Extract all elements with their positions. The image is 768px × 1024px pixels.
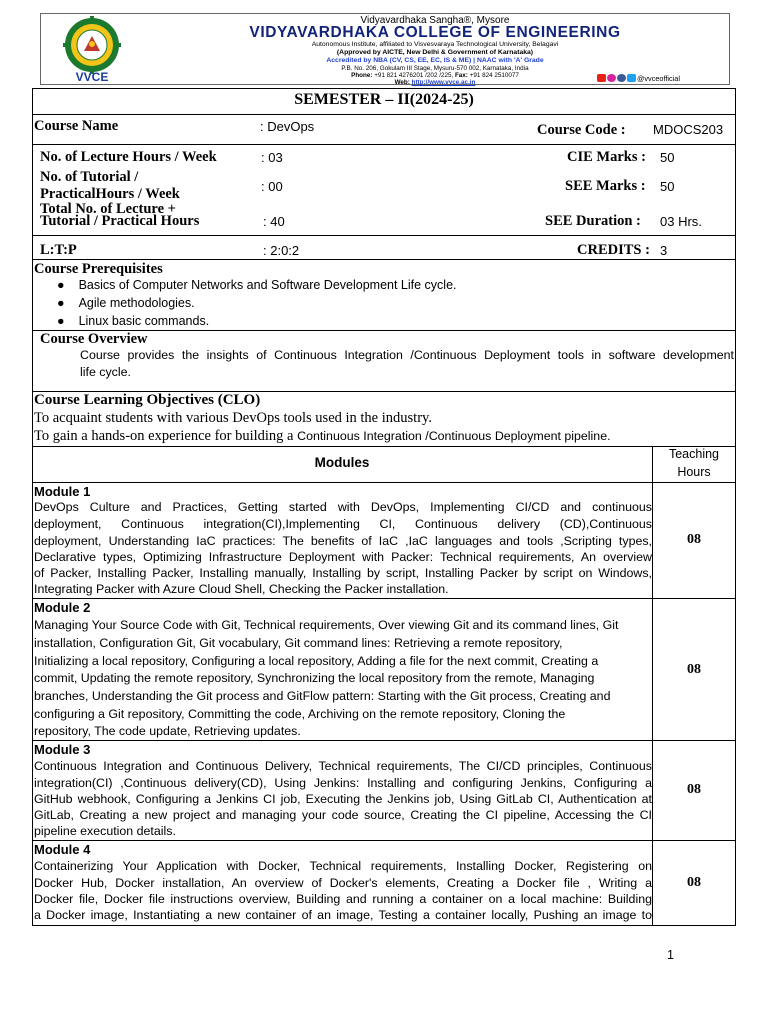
logo-text: VVCE <box>75 70 109 83</box>
module-line: Docker file, Docker file instructions overview, Building and running a container on a local machine: Building <box>34 892 652 906</box>
clo-item: To acquaint students with various DevOps tools used in the industry. <box>34 410 432 426</box>
list-item: ● Basics of Computer Networks and Software Development Life cycle. <box>57 278 457 292</box>
twitter-icon[interactable] <box>627 74 636 82</box>
table-border-bottom <box>32 925 736 926</box>
row-divider <box>32 446 736 447</box>
module-title: Module 2 <box>34 600 91 615</box>
clo-item: To gain a hands-on experience for building a Continuous Integration /Continuous Deployment pipeline. <box>34 428 611 444</box>
list-item: ● Agile methodologies. <box>57 296 195 310</box>
bullet-icon: ● <box>57 278 65 292</box>
row-divider <box>32 144 736 145</box>
cie-marks-label: CIE Marks : <box>567 149 646 165</box>
row-divider <box>32 259 736 260</box>
row-divider <box>32 840 736 841</box>
ltp-value: : 2:0:2 <box>263 243 300 258</box>
module-line: GitLab, Creating a new project and managing your code source, Creating the CI pipeline, Accessing the CI <box>34 808 652 822</box>
clo-title: Course Learning Objectives (CLO) <box>34 392 261 408</box>
fax-number: +91 824 2510077 <box>469 72 519 79</box>
phone-label: Phone: <box>351 72 373 79</box>
bullet-icon: ● <box>57 314 65 328</box>
hours-column-divider <box>652 446 653 925</box>
module-line: Integrating Packer with Azure Cloud Shell, Checking the Packer installation. <box>34 582 449 596</box>
module-line: Managing Your Source Code with Git, Technical requirements, Over viewing Git and its command lines, Git <box>34 618 619 632</box>
module-line: DevOps Culture and Practices, Getting started with DevOps, Implementing CI/CD and continuous <box>34 500 652 514</box>
module-title: Module 1 <box>34 484 91 499</box>
row-divider <box>32 114 736 115</box>
semester-title: SEMESTER – II(2024-25) <box>294 91 474 108</box>
cie-marks-value: 50 <box>660 150 675 165</box>
phone-number: +91 821 4276201 /202 /225, <box>374 72 454 79</box>
module-line: Continuous Integration and Continuous Delivery, Technical requirements, The CI/CD principles, Continuous <box>34 759 652 773</box>
page-number: 1 <box>667 948 674 962</box>
row-divider <box>32 235 736 236</box>
overview-line: Course provides the insights of Continuous Integration /Continuous Deployment tools in software development <box>80 348 734 362</box>
module-line: a Docker image, Instantiating a new container of an image, Testing a container locally, Pushing an image to <box>34 908 652 922</box>
module-hours: 08 <box>687 662 701 677</box>
overview-line: life cycle. <box>80 365 131 379</box>
see-marks-value: 50 <box>660 179 675 194</box>
total-hours-value: : 40 <box>263 214 285 229</box>
autonomous-line: Autonomous Institute, affiliated to Visvesvaraya Technological University, Belagavi <box>311 41 559 48</box>
overview-title: Course Overview <box>40 331 148 347</box>
row-divider <box>32 598 736 599</box>
table-border-right <box>735 88 736 925</box>
facebook-icon[interactable] <box>617 74 626 82</box>
total-hours-label-1: Total No. of Lecture + <box>40 201 176 217</box>
website-link[interactable]: http://www.vvce.ac.in <box>411 79 476 86</box>
module-line: integration(CI) ,Continuous delivery(CD), Using Jenkins: Installing and configuring Jenkins, Configuring a <box>34 776 652 790</box>
list-item: ● Linux basic commands. <box>57 314 210 328</box>
see-duration-value: 03 Hrs. <box>660 214 702 229</box>
module-line: Docker Hub, Docker installation, An overview of Docker's elements, Creating a Docker file , Writing a <box>34 876 652 890</box>
youtube-icon[interactable] <box>597 74 606 82</box>
ltp-label: L:T:P <box>40 242 77 258</box>
module-line: deployment, Understanding IaC practices: The benefits of IaC ,IaC languages and tools ,Scripting types, <box>34 534 652 548</box>
approval-line: (Approved by AICTE, New Delhi & Government of Karnataka) <box>336 49 534 56</box>
table-border-left <box>32 88 33 925</box>
module-line: Containerizing Your Application with Docker, Technical requirements, Installing Docker, Registering on <box>34 859 652 873</box>
tutorial-hours-label-1: No. of Tutorial / <box>40 169 139 185</box>
row-divider <box>32 740 736 741</box>
course-code-value: MDOCS203 <box>653 122 724 137</box>
module-line: deployment, Continuous integration(CI),Implementing CI, Continuous delivery (CD),Continuous <box>34 517 652 531</box>
module-line: repository, The code update, Retrieving updates. <box>34 724 301 738</box>
address-line: P.B. No. 206, Gokulam III Stage, Mysuru-570 002, Karnataka, India <box>341 65 529 72</box>
module-line: GitHub webhook, Configuring a Jenkins CI job, Executing the Jenkins job, Using GitLab CI, Authentication at <box>34 792 652 806</box>
college-logo <box>52 15 132 83</box>
module-line: branches, Understanding the Git process and GitFlow pattern: Starting with the Git process, Creating and <box>34 689 611 703</box>
tutorial-hours-label-2: PracticalHours / Week <box>40 186 180 202</box>
bullet-icon: ● <box>57 296 65 310</box>
social-media-bar <box>597 73 680 83</box>
module-line: commit, Updating the remote repository, Synchronizing the local repository from the remote, Managing <box>34 671 595 685</box>
module-line: Initializing a local repository, Configuring a local repository, Adding a file for the next commit, Creating a <box>34 654 599 668</box>
credits-label: CREDITS : <box>577 242 650 258</box>
module-title: Module 4 <box>34 842 91 857</box>
social-handle: @vvceofficial <box>637 73 680 83</box>
see-duration-label: SEE Duration : <box>545 213 641 229</box>
tutorial-hours-value: : 00 <box>261 179 283 194</box>
sangha-name: Vidyavardhaka Sangha®, Mysore <box>360 15 510 26</box>
lecture-hours-label: No. of Lecture Hours / Week <box>40 149 217 165</box>
modules-header: Modules <box>314 455 370 470</box>
module-line: configuring a Git repository, Committing the code, Archiving on the remote repository, Cloning the <box>34 707 566 721</box>
module-line: pipeline execution details. <box>34 824 176 838</box>
module-title: Module 3 <box>34 742 91 757</box>
module-line: installation, Configuration Git, Git vocabulary, Git command lines: Retrieving a remote repository, <box>34 636 563 650</box>
module-line: Declarative types, Optimizing Infrastructure Deployment with Packer: Technical requirements, An overview <box>34 550 652 564</box>
college-name: VIDYAVARDHAKA COLLEGE OF ENGINEERING <box>249 24 621 41</box>
course-name-value: : DevOps <box>260 119 315 134</box>
module-hours: 08 <box>687 532 701 547</box>
course-name-label: Course Name <box>34 118 119 134</box>
credits-value: 3 <box>660 243 668 258</box>
course-code-label: Course Code : <box>537 122 626 138</box>
module-hours: 08 <box>687 875 701 890</box>
web-label: Web: <box>394 79 410 86</box>
lecture-hours-value: : 03 <box>261 150 283 165</box>
see-marks-label: SEE Marks : <box>565 178 646 194</box>
teaching-hours-header-2: Hours <box>677 465 711 479</box>
accreditation-line: Accredited by NBA (CV, CS, EE, EC, IS & ME) | NAAC with 'A' Grade <box>326 57 544 64</box>
fax-label: Fax: <box>454 72 468 79</box>
module-hours: 08 <box>687 782 701 797</box>
instagram-icon[interactable] <box>607 74 616 82</box>
module-line: of Packer, Installing Packer, Installing manually, Installing by script, Installing Packer by script on Windows, <box>34 566 652 580</box>
row-divider <box>32 482 736 483</box>
table-border-top <box>32 88 736 89</box>
prerequisites-title: Course Prerequisites <box>34 261 163 277</box>
teaching-hours-header-1: Teaching <box>668 447 720 461</box>
total-hours-label-2: Tutorial / Practical Hours <box>40 213 200 229</box>
